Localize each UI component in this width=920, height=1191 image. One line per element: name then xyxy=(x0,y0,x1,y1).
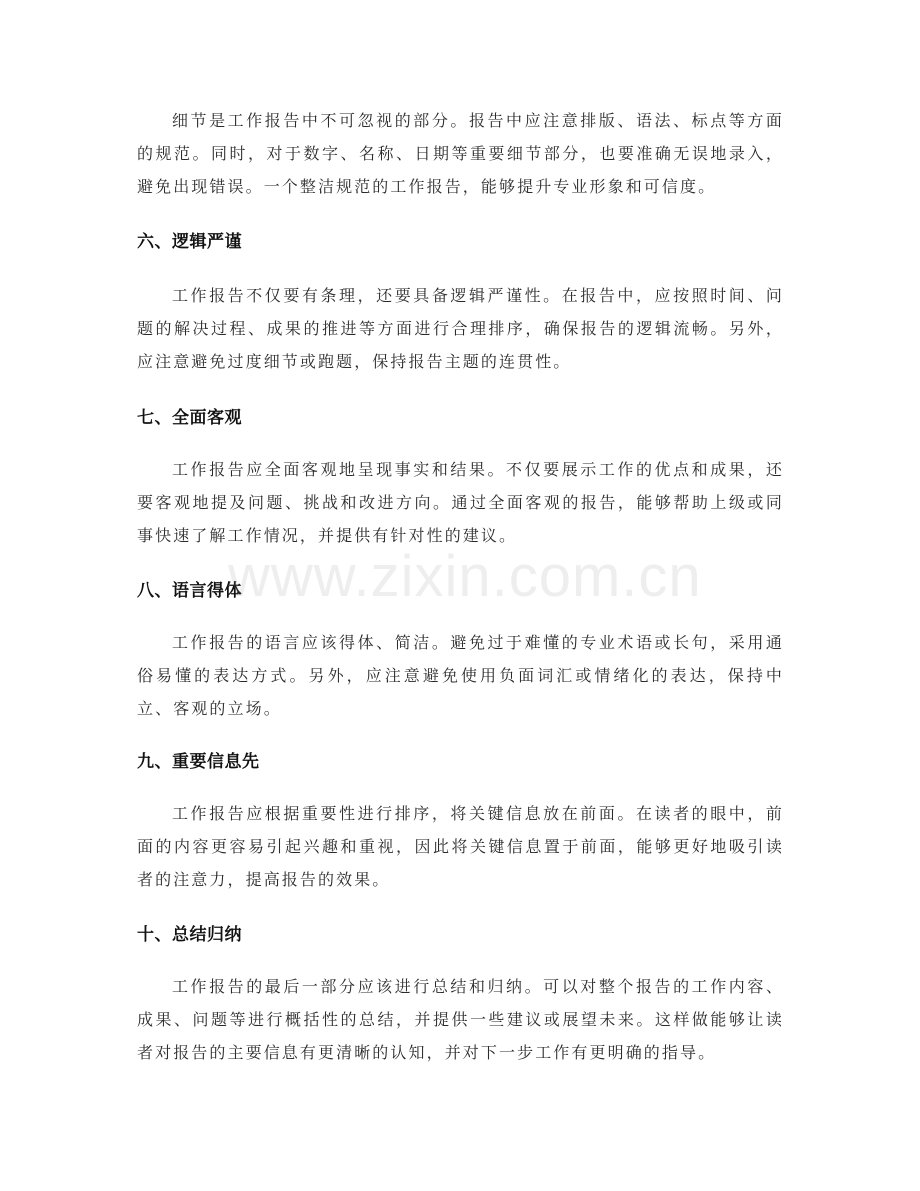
section-body-8: 工作报告的语言应该得体、简洁。避免过于难懂的专业术语或长句，采用通俗易懂的表达方式。另外，应注意避免使用负面词汇或情绪化的表达，保持中立、客观的立场。 xyxy=(137,633,784,718)
section-body-9: 工作报告应根据重要性进行排序，将关键信息放在前面。在读者的眼中，前面的内容更容易引起兴趣和重视，因此将关键信息置于前面，能够更好地吸引读者的注意力，提高报告的效果。 xyxy=(137,804,784,889)
section-heading-10: 十、总结归纳 xyxy=(137,925,242,945)
section-body-10: 工作报告的最后一部分应该进行总结和归纳。可以对整个报告的工作内容、成果、问题等进行概括性的总结，并提供一些建议或展望未来。这样做能够让读者对报告的主要信息有更清晰的认知，并对下一步工作有更明确的指导。 xyxy=(137,977,784,1062)
section-body-6: 工作报告不仅要有条理，还要具备逻辑严谨性。在报告中，应按照时间、问题的解决过程、成果的推进等方面进行合理排序，确保报告的逻辑流畅。另外，应注意避免过度细节或跑题，保持报告主题的连贯性。 xyxy=(137,286,784,371)
watermark: www.zixin.com.cn xyxy=(228,544,702,609)
section-heading-7: 七、全面客观 xyxy=(137,408,242,428)
section-heading-8: 八、语言得体 xyxy=(137,581,242,601)
intro-paragraph: 细节是工作报告中不可忽视的部分。报告中应注意排版、语法、标点等方面的规范。同时，对于数字、名称、日期等重要细节部分，也要准确无误地录入，避免出现错误。一个整洁规范的工作报告，能够提升专业形象和可信度。 xyxy=(137,111,784,196)
section-body-7: 工作报告应全面客观地呈现事实和结果。不仅要展示工作的优点和成果，还要客观地提及问题、挑战和改进方向。通过全面客观的报告，能够帮助上级或同事快速了解工作情况，并提供有针对性的建议。 xyxy=(137,460,784,545)
section-heading-6: 六、逻辑严谨 xyxy=(137,232,242,252)
section-heading-9: 九、重要信息先 xyxy=(137,752,260,772)
